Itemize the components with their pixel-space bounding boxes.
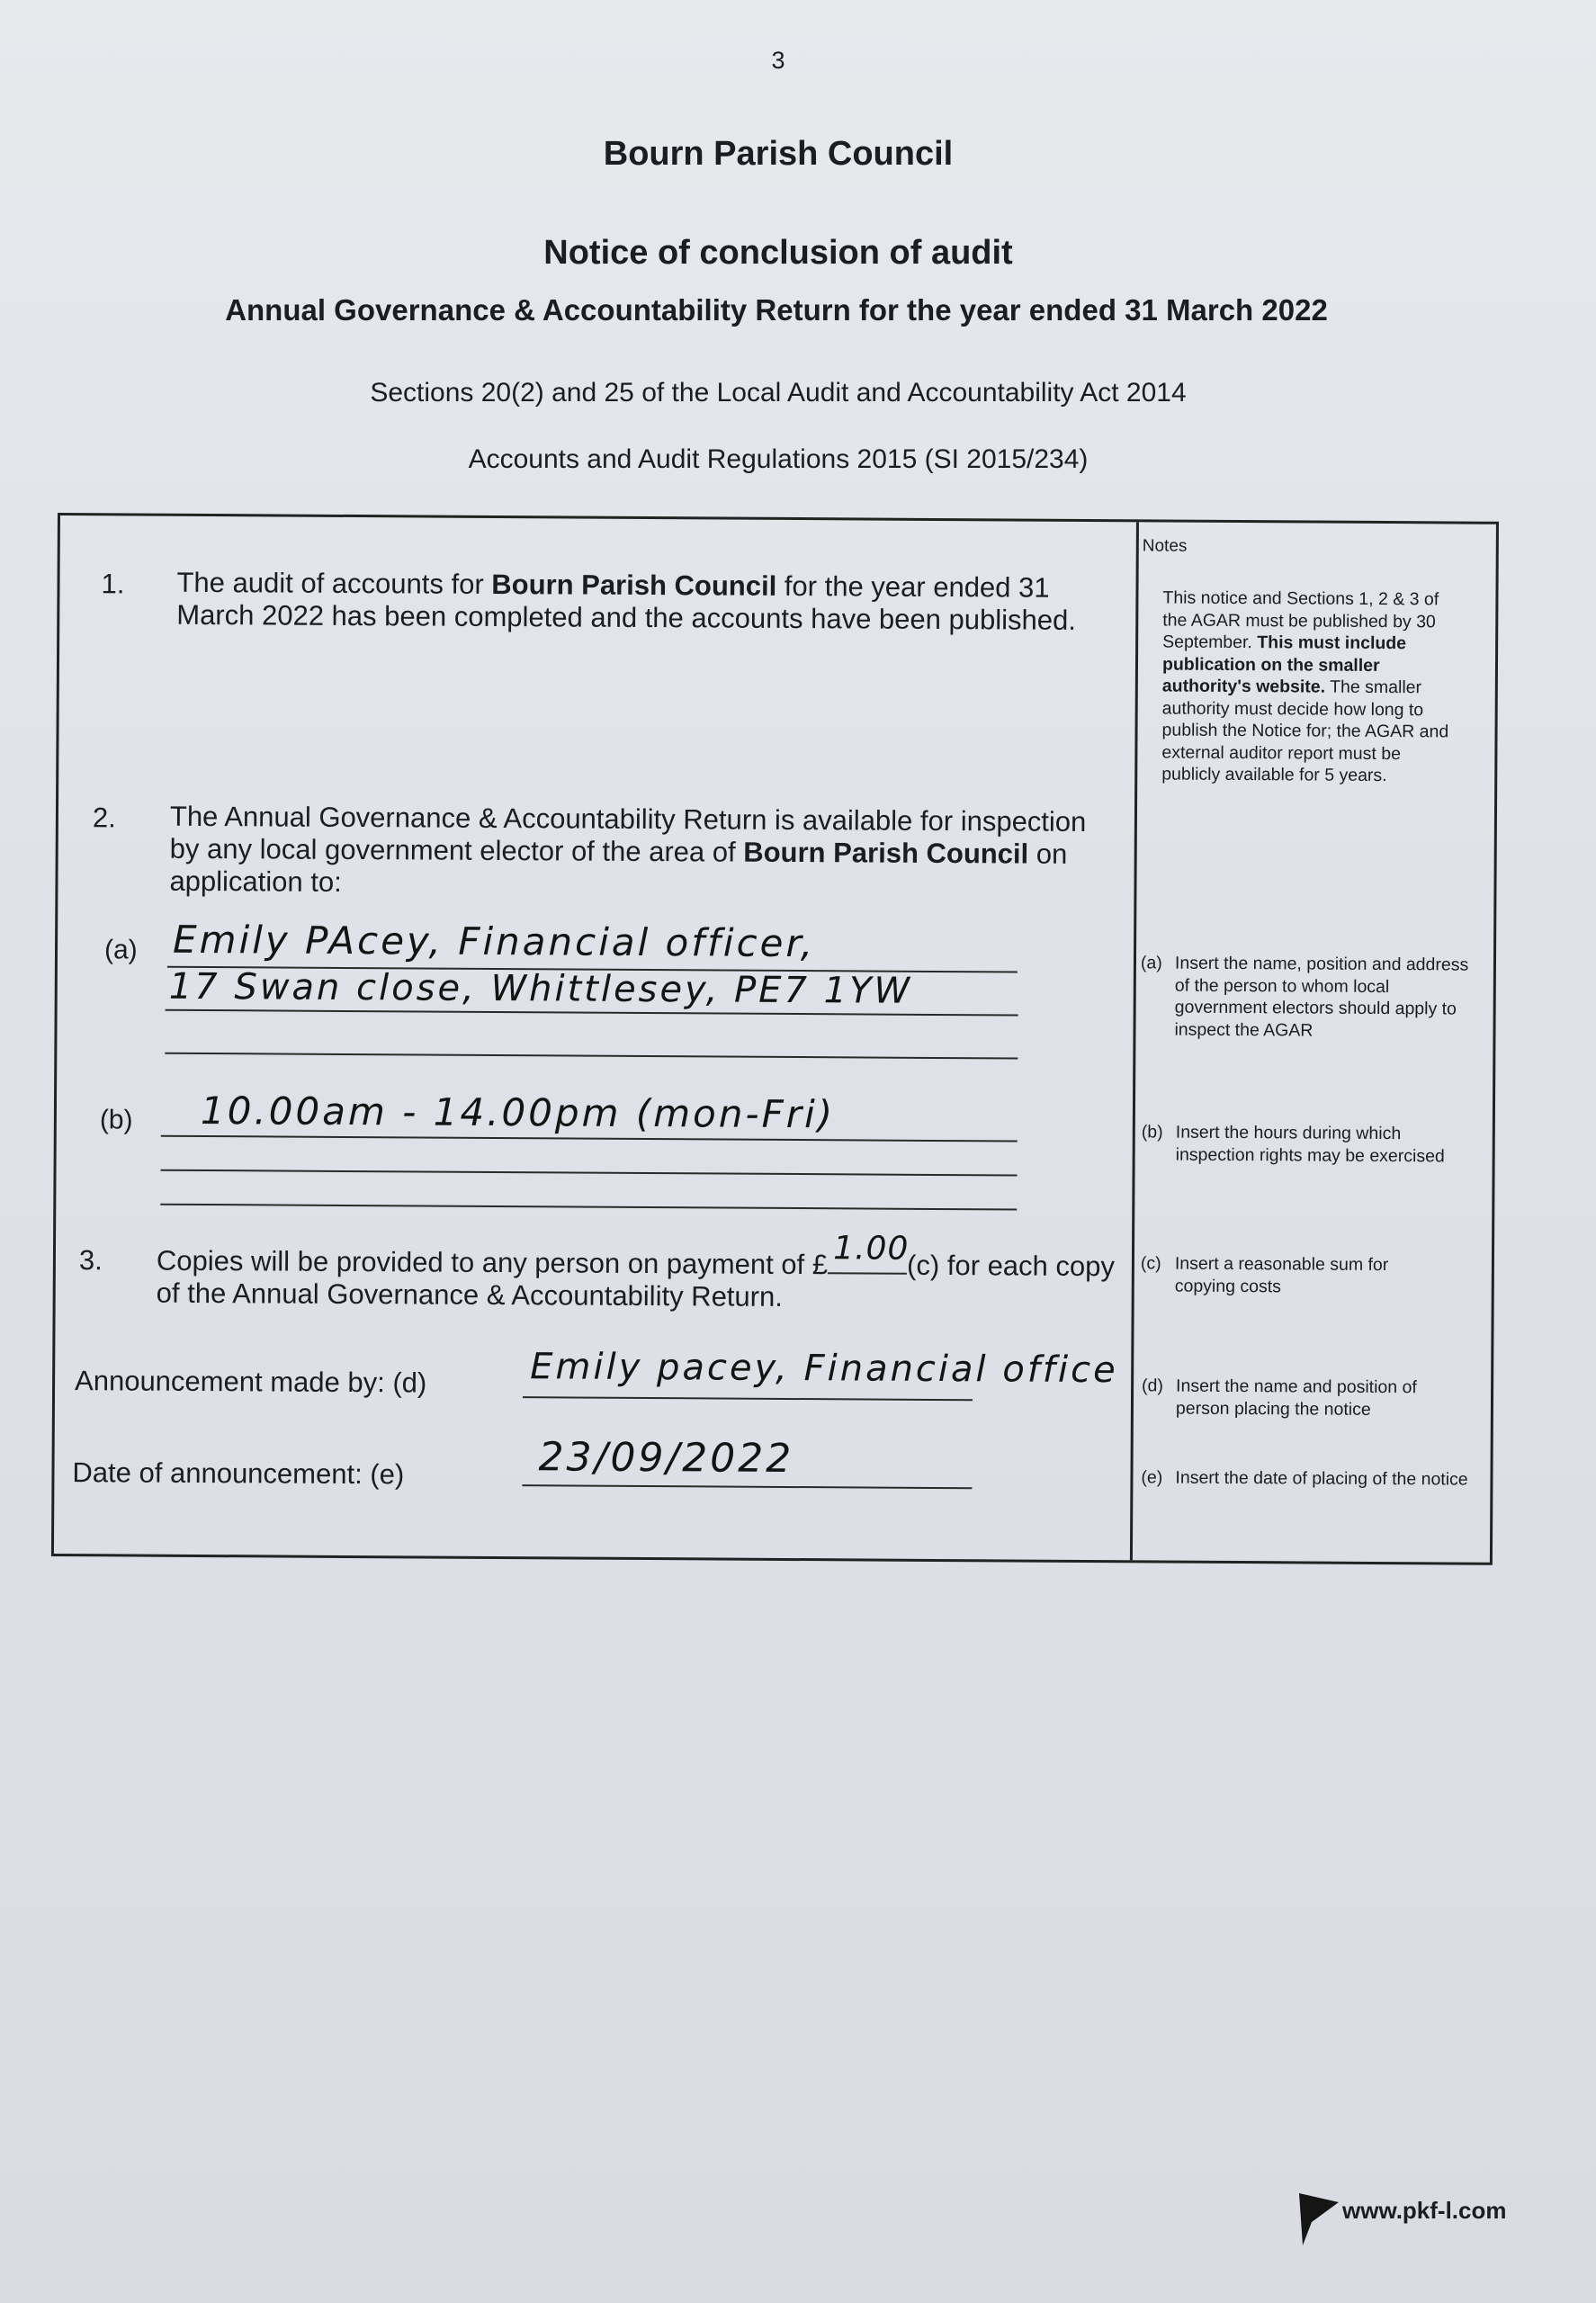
- handwritten-a-line-1: Emily PAcey, Financial officer,: [172, 917, 816, 966]
- note-b-label: (b): [1141, 1122, 1163, 1143]
- line-date: [522, 1484, 972, 1489]
- item-1-text-post: for the year ended 31 March 2022 has been completed and the accounts have been published.: [176, 569, 1077, 636]
- agar-title: Annual Governance & Accountability Return for the year ended 31 March 2022: [225, 293, 1328, 327]
- note-d-label: (d): [1142, 1376, 1164, 1396]
- item-3-text: [156, 1230, 1119, 1316]
- line-b-2: [161, 1169, 1018, 1177]
- note-d-text: Insert the name and position of person placing the notice: [1175, 1376, 1417, 1420]
- line-a-3: [165, 1053, 1018, 1060]
- note-d: [1142, 1375, 1475, 1420]
- note-main-bold: This must include publication on the smaller authority's website.: [1161, 632, 1407, 697]
- handwritten-date: 23/09/2022: [538, 1434, 794, 1483]
- item-2-number: 2.: [92, 802, 116, 834]
- notice-form-box: [51, 513, 1499, 1565]
- note-a: [1140, 952, 1483, 1041]
- footer-url[interactable]: www.pkf-l.com: [1342, 2197, 1507, 2224]
- label-announcement-made-by: Announcement made by: (d): [75, 1365, 427, 1399]
- handwritten-b-line-1: 10.00am - 14.00pm (mon-Fri): [200, 1088, 836, 1137]
- note-c: [1140, 1252, 1474, 1296]
- note-e: [1141, 1466, 1475, 1490]
- label-b: (b): [99, 1105, 133, 1135]
- sections-line: Sections 20(2) and 25 of the Local Audit and Accountability Act 2014: [370, 378, 1187, 408]
- note-c-label: (c): [1140, 1253, 1161, 1274]
- note-main-post: The smaller authority must decide how long to publish the Notice for; the AGAR and external auditor report must be publicly available for 5 years.: [1161, 677, 1449, 786]
- line-announced-by: [523, 1396, 973, 1401]
- column-divider: [1130, 522, 1139, 1560]
- item-1-number: 1.: [101, 568, 125, 600]
- note-a-label: (a): [1140, 953, 1162, 973]
- item-2-text-pre: The Annual Governance & Accountability Return is available for inspection by any local government elector of the area of: [169, 800, 1087, 868]
- item-2-text-bold: Bourn Parish Council: [743, 836, 1029, 870]
- pkf-logo-icon: [1299, 2193, 1339, 2245]
- item-3-number: 3.: [78, 1244, 103, 1277]
- item-2-text-post: on application to:: [169, 838, 1068, 898]
- regulations-line: Accounts and Audit Regulations 2015 (SI 2015/234): [468, 444, 1089, 474]
- handwritten-a-line-2: 17 Swan close, Whittlesey, PE7 1YW: [168, 965, 913, 1012]
- item-2-text: [169, 801, 1106, 903]
- note-e-label: (e): [1141, 1467, 1163, 1488]
- handwritten-copy-fee: 1.00: [833, 1230, 910, 1268]
- page-number: 3: [771, 47, 785, 74]
- item-1-text-pre: The audit of accounts for: [176, 566, 492, 600]
- label-a: (a): [103, 935, 138, 965]
- copy-fee-field: [828, 1230, 910, 1275]
- notes-title: Notes: [1142, 536, 1188, 556]
- note-main-pre: This notice and Sections 1, 2 & 3 of the AGAR must be published by 30 September.: [1162, 587, 1439, 653]
- council-name-heading: Bourn Parish Council: [603, 135, 954, 173]
- note-b: [1141, 1121, 1475, 1166]
- item-1-text-bold: Bourn Parish Council: [491, 568, 777, 602]
- note-c-text: Insert a reasonable sum for copying costs: [1174, 1253, 1389, 1296]
- label-date-of-announcement: Date of announcement: (e): [72, 1456, 405, 1491]
- notice-title: Notice of conclusion of audit: [543, 234, 1013, 272]
- item-3-text-post: (c) for each copy of the Annual Governance & Accountability Return.: [156, 1249, 1116, 1313]
- note-e-text: Insert the date of placing of the notice: [1175, 1467, 1468, 1490]
- item-1-text: [176, 567, 1094, 637]
- item-3-text-pre: Copies will be provided to any person on payment of £: [156, 1244, 829, 1281]
- line-b-1: [161, 1135, 1018, 1143]
- handwritten-announced-by: Emily pacey, Financial office: [530, 1346, 1118, 1392]
- note-b-text: Insert the hours during which inspection rights may be exercised: [1175, 1122, 1445, 1166]
- note-a-text: Insert the name, position and address of the person to whom local government electors should apply to inspect the AGAR: [1174, 953, 1469, 1041]
- line-b-3: [160, 1204, 1017, 1211]
- note-main: [1161, 587, 1459, 788]
